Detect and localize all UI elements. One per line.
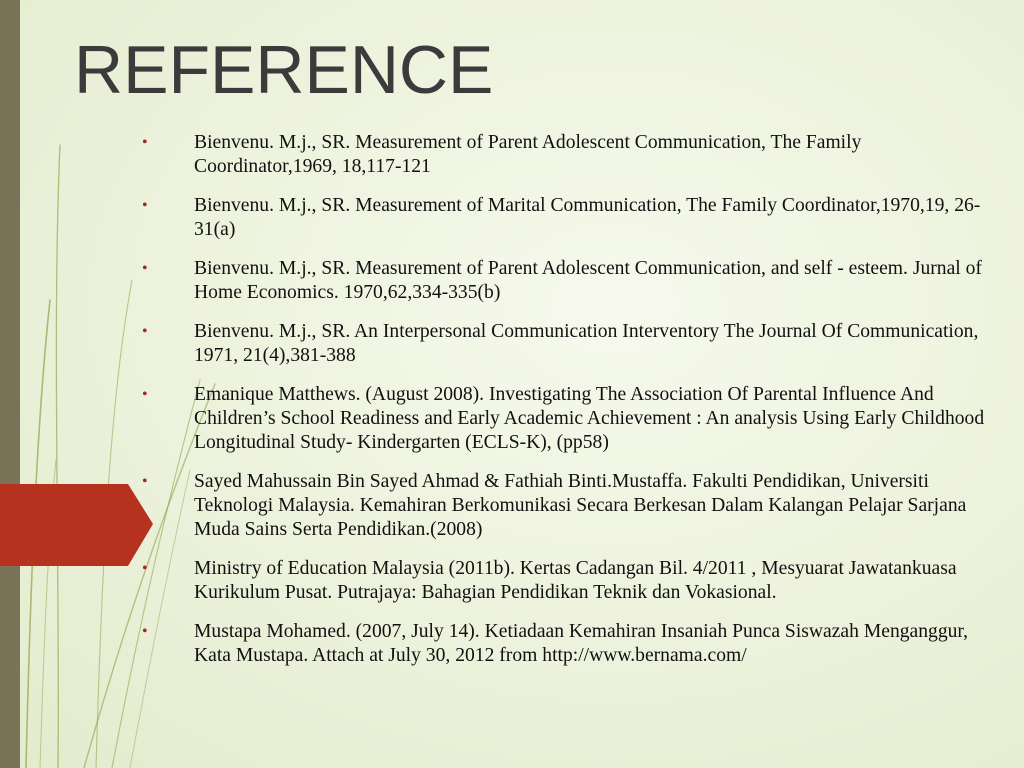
bullet-icon: •: [142, 386, 148, 403]
red-accent-tab: [0, 0, 160, 768]
reference-text: Sayed Mahussain Bin Sayed Ahmad & Fathiah Binti.Mustaffa. Fakulti Pendidikan, Universiti Teknologi Malaysia. Kemahiran Berkomunikasi Secara Berkesan Dalam Kalangan Pelajar Sarjana Muda Sains Serta Pendidikan.(2008): [194, 471, 967, 540]
reference-text: Mustapa Mohamed. (2007, July 14). Ketiadaan Kemahiran Insaniah Punca Siswazah Menganggur, Kata Mustapa. Attach at July 30, 2012 from http://www.bernama.com/: [194, 621, 969, 666]
bullet-icon: •: [142, 473, 148, 490]
bullet-icon: •: [142, 560, 148, 577]
reference-item: [140, 470, 1000, 542]
reference-item: [140, 557, 1000, 605]
bullet-icon: •: [142, 197, 148, 214]
reference-list: [140, 131, 1000, 683]
reference-item: [140, 383, 1000, 455]
slide-title: REFERENCE: [74, 32, 494, 108]
reference-item: [140, 194, 1000, 242]
reference-item: [140, 320, 1000, 368]
reference-text: Bienvenu. M.j., SR. An Interpersonal Communication Interventory The Journal Of Communication, 1971, 21(4),381-388: [194, 321, 979, 366]
reference-item: [140, 131, 1000, 179]
reference-text: Ministry of Education Malaysia (2011b). Kertas Cadangan Bil. 4/2011 , Mesyuarat Jawatankuasa Kurikulum Pusat. Putrajaya: Bahagian Pendidikan Teknik dan Vokasional.: [194, 558, 957, 603]
bullet-icon: •: [142, 623, 148, 640]
reference-item: [140, 257, 1000, 305]
reference-text: Emanique Matthews. (August 2008). Investigating The Association Of Parental Influence And Children’s School Readiness and Early Academic Achievement : An analysis Using Early Childhood Longitudinal Study- Kindergarten (ECLS-K), (pp58): [194, 384, 985, 453]
reference-text: Bienvenu. M.j., SR. Measurement of Parent Adolescent Communication, and self - esteem. Jurnal of Home Economics. 1970,62,334-335(b): [194, 258, 982, 303]
reference-text: Bienvenu. M.j., SR. Measurement of Parent Adolescent Communication, The Family Coordinator,1969, 18,117-121: [194, 132, 862, 177]
reference-text: Bienvenu. M.j., SR. Measurement of Marital Communication, The Family Coordinator,1970,19, 26-31(a): [194, 195, 981, 240]
bullet-icon: •: [142, 260, 148, 277]
reference-item: [140, 620, 1000, 668]
bullet-icon: •: [142, 134, 148, 151]
bullet-icon: •: [142, 323, 148, 340]
